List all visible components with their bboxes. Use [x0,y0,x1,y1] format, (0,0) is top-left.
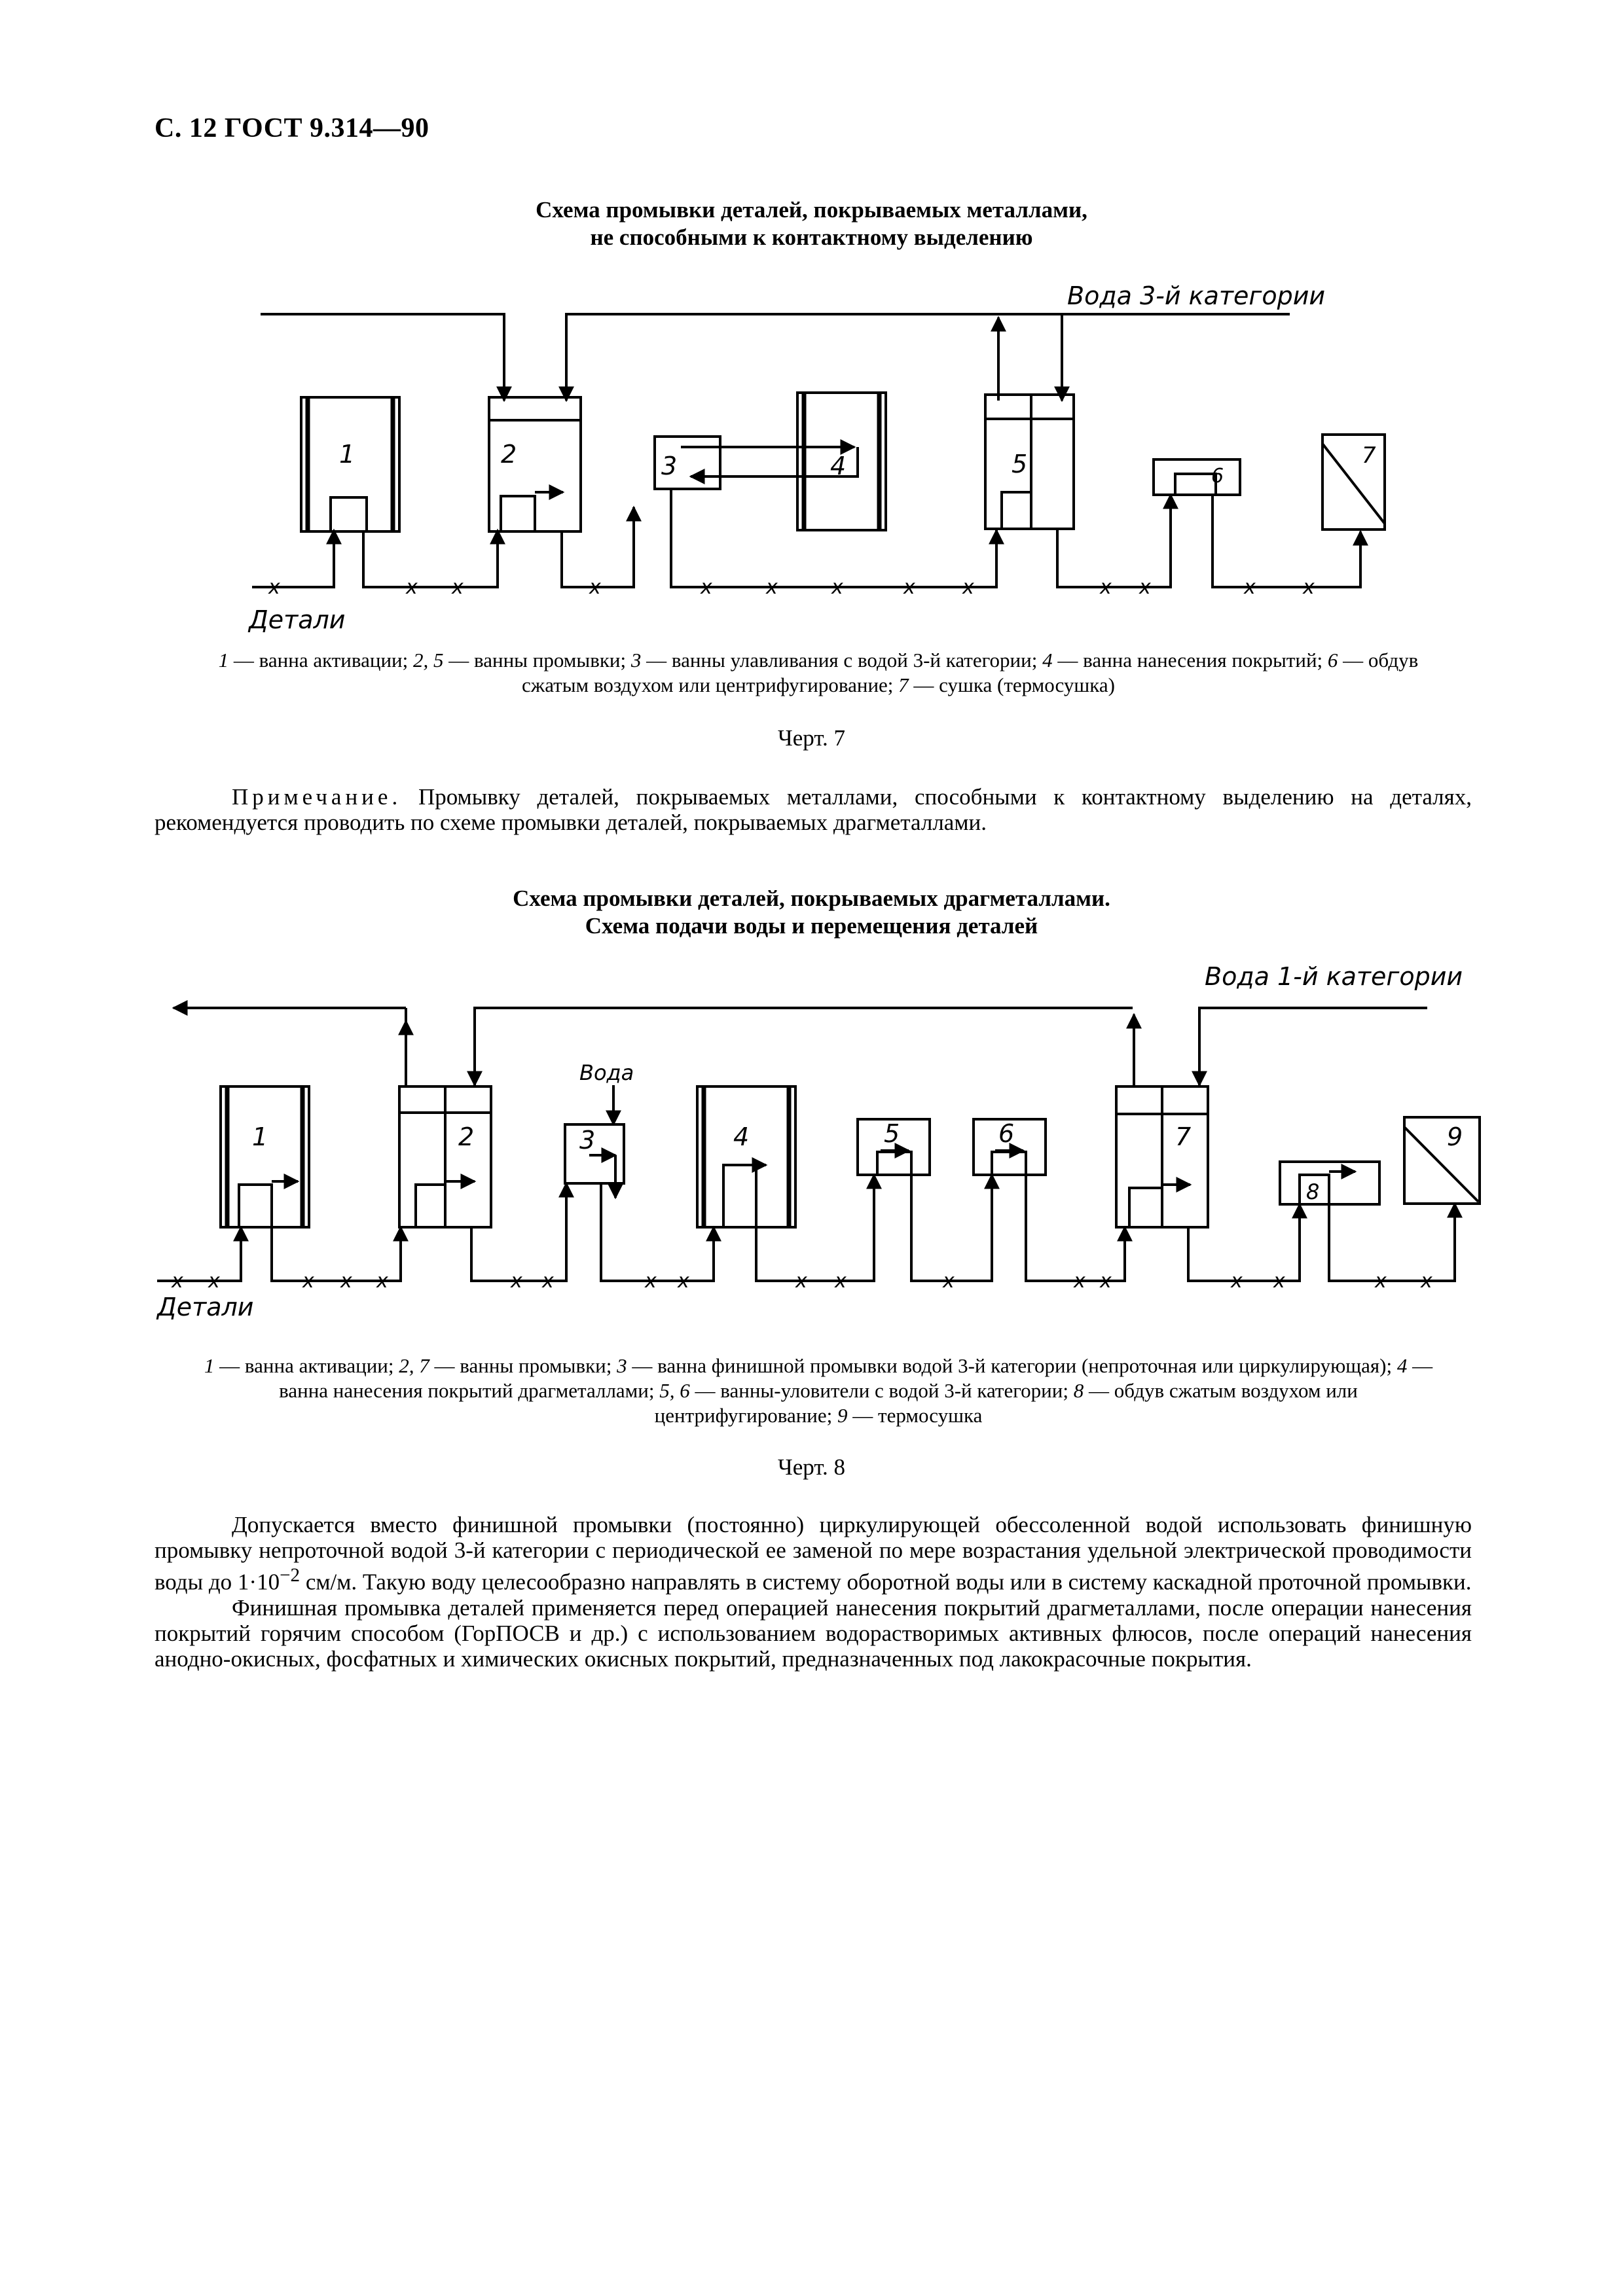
svg-text:x: x [678,1270,689,1293]
chart8-legend-num: 1 [204,1354,215,1377]
svg-text:x: x [1074,1270,1085,1293]
chart8-legend-text: — термосушка [847,1404,983,1427]
svg-text:x: x [268,576,280,599]
chart8-legend-text: — ванна нанесения покрытий драгметаллами; [279,1354,1433,1402]
chart8-legend-text: — ванны-уловители с водой 3-й категории; [689,1379,1074,1402]
chart7-bath-4-label: 4 [830,452,847,480]
svg-text:x: x [831,576,843,599]
chart8-water-pipes [173,1008,1427,1086]
chart7-title-line1: Схема промывки деталей, покрываемых металлами, [536,197,1087,223]
svg-text:x: x [766,576,778,599]
note-text: Промывку деталей, покрываемых металлами, способными к контактному выделению на деталях, рекомендуется проводить по схеме промывки деталей, покрываемых драгметаллами. [155,784,1472,835]
svg-text:x: x [1375,1270,1387,1293]
chart8-legend-num: 5, 6 [659,1379,690,1402]
note-paragraph [155,784,1472,835]
svg-text:x: x [302,1270,314,1293]
svg-text:x: x [406,576,418,599]
chart8-bath-4 [697,1086,795,1227]
svg-text:x: x [1100,576,1112,599]
body-paragraph-2: Финишная промывка деталей применяется перед операцией нанесения покрытий драгметаллами, после операции нанесения покрытий горячим способом (ГорПОСВ и др.) с использованием водорастворимых активных флюсов, после операций нанесения анодно-окисных, фосфатных и химических окисных покрытий, предназначенных под лакокрасочные покрытия. [155,1594,1472,1672]
chart8-legend-num: 9 [837,1404,848,1427]
chart8-bath-6-label: 6 [998,1119,1015,1148]
chart8-bath-9-label: 9 [1447,1122,1463,1151]
chart8-bath-8-label: 8 [1306,1179,1320,1204]
chart7-legend-num: 3 [630,649,642,672]
chart7-legend-num: 4 [1042,649,1053,672]
body-text [155,1512,1472,1672]
svg-text:x: x [645,1270,657,1293]
svg-text:x: x [1273,1270,1285,1293]
svg-text:x: x [1139,576,1151,599]
svg-text:x: x [208,1270,220,1293]
svg-text:x: x [340,1270,352,1293]
svg-text:x: x [589,576,601,599]
chart8-caption: Черт. 8 [778,1454,845,1480]
chart8-bath-2-label: 2 [458,1122,475,1151]
chart7-legend-num: 7 [898,673,909,696]
chart8-bath-3 [565,1124,624,1198]
body-p1-end: см/м. Такую воду целесообразно направлять в систему оборотной воды или в систему каскадной проточной промывки. [300,1569,1472,1595]
body-p1-start: Допускается вместо финишной промывки (постоянно) циркулирующей обессоленной водой использовать финишную промывку непроточной водой 3-й категории с периодической ее заменой по мере возрастания удельной электрической проводимости воды до [155,1512,1472,1595]
body-p1-exponent: −2 [280,1565,301,1586]
chart8-legend [196,1354,1440,1428]
chart7-bath-6-label: 6 [1211,465,1224,488]
svg-text:x: x [376,1270,388,1293]
svg-text:x: x [1100,1270,1112,1293]
chart8-legend-text: — ванна финишной промывки водой 3-й категории (непроточная или циркулирующая); [627,1354,1397,1377]
svg-text:x: x [452,576,464,599]
chart8-title-line1: Схема промывки деталей, покрываемых драгметаллами. [513,886,1110,911]
chart7-bath-1 [301,397,399,531]
chart8-water-small-label: Вода [579,1060,634,1085]
chart8-bath-4-label: 4 [733,1122,750,1151]
svg-text:x: x [962,576,974,599]
chart7-legend-text: — сушка (термосушка) [908,673,1115,696]
chart7-title-line2: не способными к контактному выделению [590,224,1033,250]
chart7-legend-text: — ванна активации; [228,649,414,672]
chart8-parts-line [157,1175,1455,1293]
svg-text:x: x [1421,1270,1432,1293]
chart8-legend-text: — ванна активации; [214,1354,399,1377]
chart7-bath-5 [985,395,1074,529]
chart8-legend-text: — ванны промывки; [429,1354,617,1377]
chart7-bath-2 [489,397,581,531]
chart7-legend-text: — ванна нанесения покрытий; [1052,649,1328,672]
chart8-bath-1 [221,1086,309,1227]
body-paragraph-1 [155,1512,1472,1595]
chart8-legend-num: 3 [617,1354,627,1377]
chart8-bath-9 [1404,1117,1480,1204]
chart7-legend-num: 1 [218,649,229,672]
chart7-legend [196,648,1440,698]
svg-text:x: x [701,576,712,599]
chart7-legend-text: — ванны промывки; [443,649,631,672]
chart8-bath-1-label: 1 [252,1122,268,1151]
chart8-legend-num: 2, 7 [399,1354,429,1377]
chart7-caption: Черт. 7 [778,725,845,751]
svg-text:x: x [542,1270,554,1293]
chart7-water-pipes [261,314,1290,401]
svg-text:x: x [943,1270,955,1293]
svg-text:x: x [1231,1270,1243,1293]
svg-text:x: x [835,1270,847,1293]
chart7-bath-7-label: 7 [1362,442,1376,469]
svg-text:x: x [795,1270,807,1293]
body-p1-value: 1·10 [237,1569,280,1595]
chart7-bath-3 [655,437,858,489]
chart8-legend-text: — обдув сжатым воздухом или центрифугирование; [654,1379,1358,1427]
chart8-bath-7 [1116,1086,1208,1227]
chart8-legend-num: 8 [1073,1379,1084,1402]
chart7-legend-num: 2, 5 [413,649,444,672]
chart8-bath-3-label: 3 [579,1126,596,1155]
svg-text:x: x [903,576,915,599]
chart8-diagram [0,956,1623,1361]
chart8-parts-label: Детали [157,1293,254,1321]
chart7-diagram [0,262,1623,655]
chart7-bath-3-label: 3 [661,452,678,480]
page-header: С. 12 ГОСТ 9.314—90 [155,113,429,143]
chart8-bath-7-label: 7 [1175,1122,1192,1151]
svg-text:x: x [1244,576,1256,599]
chart7-bath-6 [1154,459,1240,495]
chart8-bath-6 [974,1119,1046,1175]
chart8-title [0,885,1623,940]
svg-text:x: x [1303,576,1315,599]
chart7-bath-2-label: 2 [501,440,517,469]
chart8-bath-2 [399,1086,491,1227]
chart7-bath-4 [797,393,886,530]
chart7-title [0,196,1623,251]
chart8-bath-5 [858,1119,930,1175]
chart8-bath-5-label: 5 [884,1119,900,1148]
chart8-bath-8 [1280,1162,1379,1204]
chart7-water-label: Вода 3-й категории [1067,281,1326,310]
chart8-water-label: Вода 1-й категории [1205,962,1463,991]
chart7-legend-text: — обдув сжатым воздухом или центрифугирование; [522,649,1419,696]
svg-text:x: x [511,1270,522,1293]
chart8-title-line2: Схема подачи воды и перемещения деталей [585,913,1038,939]
chart7-legend-text: — ванны улавливания с водой 3-й категории; [641,649,1043,672]
chart7-bath-7 [1322,435,1385,529]
svg-text:x: x [172,1270,183,1293]
chart7-bath-5-label: 5 [1012,450,1028,478]
chart8-legend-num: 4 [1396,1354,1408,1377]
note-label: Примечание. [232,784,402,810]
chart7-bath-1-label: 1 [339,440,356,469]
chart7-parts-label: Детали [249,605,346,634]
chart7-legend-num: 6 [1327,649,1338,672]
